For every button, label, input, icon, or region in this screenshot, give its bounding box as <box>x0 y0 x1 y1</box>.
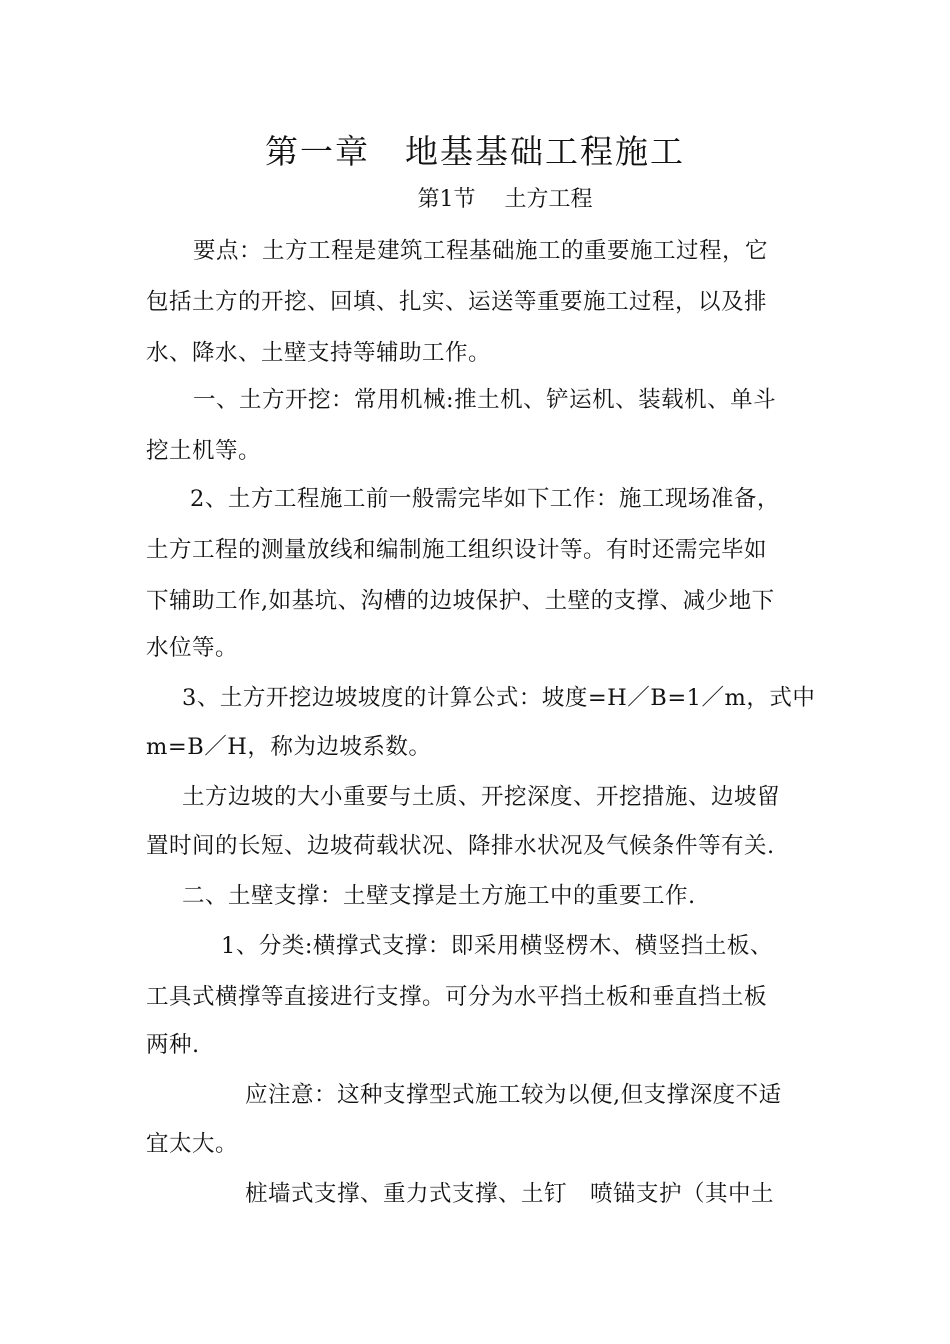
chapter-title: 第一章 地基基础工程施工 <box>265 132 685 171</box>
text-line: 桩墙式支撑、重力式支撑、土钉 喷锚支护（其中土 <box>245 1181 775 1207</box>
text-line: 3、土方开挖边坡坡度的计算公式：坡度=H／B=1／m，式中 <box>182 685 816 711</box>
text-line: 土方边坡的大小重要与土质、开挖深度、开挖措施、边坡留 <box>182 784 781 810</box>
section-title: 第1节 土方工程 <box>417 187 593 212</box>
text-line: 宜太大。 <box>146 1131 239 1157</box>
text-line: 包括土方的开挖、回填、扎实、运送等重要施工过程，以及排 <box>146 289 768 315</box>
text-line: 水位等。 <box>146 635 239 661</box>
text-line: 下辅助工作,如基坑、沟槽的边坡保护、土壁的支撑、减少地下 <box>146 588 775 614</box>
text-line: 一、土方开挖：常用机械:推土机、铲运机、装载机、单斗 <box>193 387 777 413</box>
text-line: 应注意：这种支撑型式施工较为以便,但支撑深度不适 <box>245 1082 782 1108</box>
text-line: 两种. <box>146 1032 200 1058</box>
text-line: 土方工程的测量放线和编制施工组织设计等。有时还需完毕如 <box>146 537 768 563</box>
text-line: 二、土壁支撑：土壁支撑是土方施工中的重要工作. <box>182 883 696 909</box>
text-line: 挖土机等。 <box>146 438 262 464</box>
text-line: 1、分类:横撑式支撑：即采用横竖楞木、横竖挡土板、 <box>221 933 773 959</box>
text-line: 置时间的长短、边坡荷载状况、降排水状况及气候条件等有关. <box>146 833 775 859</box>
text-line: 工具式横撑等直接进行支撑。可分为水平挡土板和垂直挡土板 <box>146 984 768 1010</box>
text-line: 2、土方工程施工前一般需完毕如下工作：施工现场准备， <box>190 486 780 512</box>
text-line: 水、降水、土壁支持等辅助工作。 <box>146 340 492 366</box>
text-line: m=B／H，称为边坡系数。 <box>146 734 432 760</box>
text-line: 要点：土方工程是建筑工程基础施工的重要施工过程，它 <box>193 238 769 264</box>
